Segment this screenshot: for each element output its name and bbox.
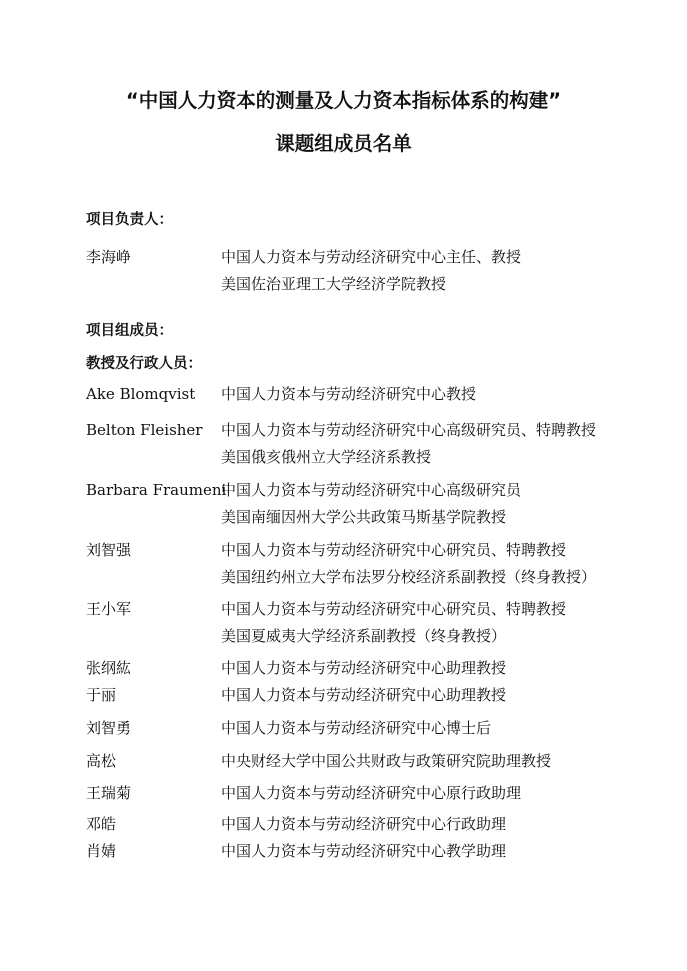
member-role: 美国夏威夷大学经济系副教授（终身教授） xyxy=(221,627,507,645)
member-name: 张纲紘 xyxy=(86,659,132,677)
member-role: 中国人力资本与劳动经济研究中心原行政助理 xyxy=(221,784,522,802)
member-name: 于丽 xyxy=(86,686,117,704)
member-role: 中国人力资本与劳动经济研究中心博士后 xyxy=(221,719,492,737)
member-role: 中国人力资本与劳动经济研究中心助理教授 xyxy=(221,686,507,704)
leader-role: 中国人力资本与劳动经济研究中心主任、教授 xyxy=(221,248,522,266)
member-role: 中国人力资本与劳动经济研究中心行政助理 xyxy=(221,815,507,833)
leader-role: 美国佐治亚理工大学经济学院教授 xyxy=(221,275,447,293)
leader-name: 李海峥 xyxy=(86,248,132,266)
member-role: 中国人力资本与劳动经济研究中心研究员、特聘教授 xyxy=(221,600,567,618)
member-name: 刘智勇 xyxy=(86,719,132,737)
member-role: 中国人力资本与劳动经济研究中心高级研究员、特聘教授 xyxy=(221,421,597,439)
member-role: 中央财经大学中国公共财政与政策研究院助理教授 xyxy=(221,752,552,770)
members-heading: 项目组成员： xyxy=(86,323,173,339)
leader-heading: 项目负责人： xyxy=(86,212,173,228)
member-role: 中国人力资本与劳动经济研究中心教学助理 xyxy=(221,842,507,860)
member-name: 邓皓 xyxy=(86,815,117,833)
member-name: Ake Blomqvist xyxy=(86,385,196,403)
member-name: 高松 xyxy=(86,752,117,770)
member-name: Barbara Fraumeni xyxy=(86,481,227,499)
document-title: “中国人力资本的测量及人力资本指标体系的构建” xyxy=(125,89,562,112)
member-role: 美国南缅因州大学公共政策马斯基学院教授 xyxy=(221,508,507,526)
member-name: Belton Fleisher xyxy=(86,421,203,439)
member-role: 美国俄亥俄州立大学经济系教授 xyxy=(221,448,432,466)
member-role: 中国人力资本与劳动经济研究中心教授 xyxy=(221,385,477,403)
member-role: 中国人力资本与劳动经济研究中心研究员、特聘教授 xyxy=(221,541,567,559)
member-role: 中国人力资本与劳动经济研究中心助理教授 xyxy=(221,659,507,677)
staff-heading: 教授及行政人员： xyxy=(86,356,202,372)
member-name: 刘智强 xyxy=(86,541,132,559)
member-role: 美国纽约州立大学布法罗分校经济系副教授（终身教授） xyxy=(221,568,597,586)
member-role: 中国人力资本与劳动经济研究中心高级研究员 xyxy=(221,481,522,499)
document-subtitle: 课题组成员名单 xyxy=(275,132,412,155)
member-name: 肖婧 xyxy=(86,842,117,860)
member-name: 王瑞菊 xyxy=(86,784,132,802)
member-name: 王小军 xyxy=(86,600,132,618)
